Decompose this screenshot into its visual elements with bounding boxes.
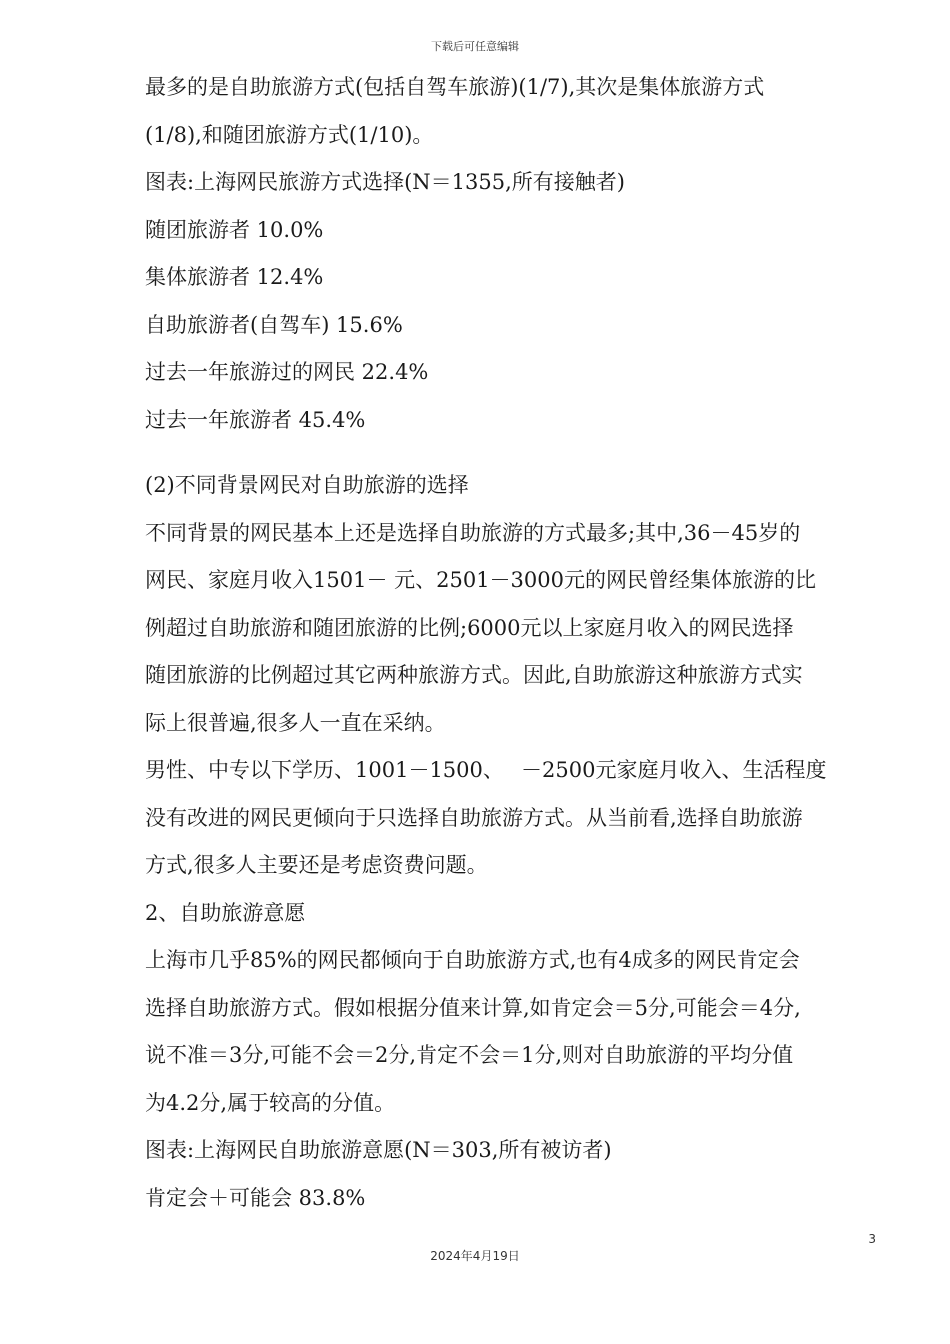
paragraph-line: 最多的是自助旅游方式(包括自驾车旅游)(1/7),其次是集体旅游方式 — [145, 75, 765, 99]
list-item: 随团旅游者 10.0% — [145, 217, 324, 242]
paragraph-line: 没有改进的网民更倾向于只选择自助旅游方式。从当前看,选择自助旅游 — [145, 805, 803, 830]
paragraph-line: 方式,很多人主要还是考虑资费问题。 — [145, 853, 488, 877]
paragraph-line: 为4.2分,属于较高的分值。 — [145, 1090, 396, 1115]
page-footer-date: 2024年4月19日 — [430, 1249, 520, 1263]
paragraph-line: 不同背景的网民基本上还是选择自助旅游的方式最多;其中,36－45岁的 — [145, 520, 801, 545]
paragraph-line: 上海市几乎85%的网民都倾向于自助旅游方式,也有4成多的网民肯定会 — [145, 948, 800, 972]
list-item: 自助旅游者(自驾车) 15.6% — [145, 312, 403, 337]
list-item: 过去一年旅游者 45.4% — [145, 407, 366, 432]
paragraph-line: 说不准＝3分,可能不会＝2分,肯定不会＝1分,则对自助旅游的平均分值 — [145, 1043, 794, 1067]
section-heading: (2)不同背景网民对自助旅游的选择 — [145, 473, 469, 497]
section-gap — [145, 444, 885, 462]
list-item: 集体旅游者 12.4% — [145, 265, 324, 289]
chart-caption: 图表:上海网民旅游方式选择(N＝1355,所有接触者) — [145, 170, 625, 194]
document-body — [145, 64, 885, 1222]
paragraph-line: 随团旅游的比例超过其它两种旅游方式。因此,自助旅游这种旅游方式实 — [145, 663, 803, 687]
paragraph-line: 选择自助旅游方式。假如根据分值来计算,如肯定会＝5分,可能会＝4分, — [145, 995, 801, 1020]
paragraph-line: 网民、家庭月收入1501－ 元、2501－3000元的网民曾经集体旅游的比 — [145, 568, 817, 592]
paragraph-line: 际上很普遍,很多人一直在采纳。 — [145, 710, 446, 735]
list-item: 肯定会＋可能会 83.8% — [145, 1185, 366, 1210]
paragraph-line: 例超过自助旅游和随团旅游的比例;6000元以上家庭月收入的网民选择 — [145, 615, 794, 640]
page-number: 3 — [868, 1232, 876, 1246]
list-item: 过去一年旅游过的网民 22.4% — [145, 360, 429, 384]
page-header: 下载后可任意编辑 — [431, 40, 519, 53]
paragraph-line: (1/8),和随团旅游方式(1/10)。 — [145, 122, 434, 147]
paragraph-line: 男性、中专以下学历、1001－1500、 －2500元家庭月收入、生活程度 — [145, 758, 827, 782]
section-heading: 2、自助旅游意愿 — [145, 900, 306, 925]
chart-caption: 图表:上海网民自助旅游意愿(N＝303,所有被访者) — [145, 1138, 612, 1162]
